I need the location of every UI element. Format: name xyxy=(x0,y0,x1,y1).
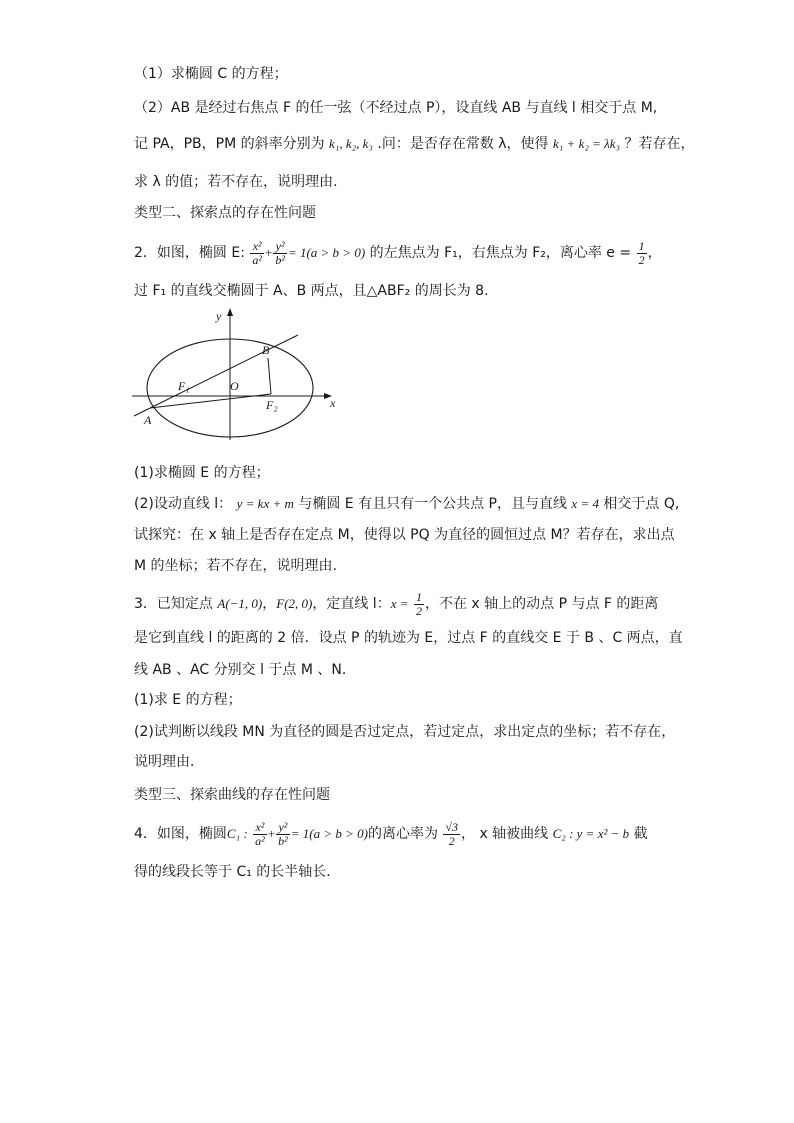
section-heading-2: 类型二、探索点的存在性问题 xyxy=(134,205,316,221)
ellipse-figure xyxy=(128,304,348,444)
fraction-x2-a2-c1: $\frac{\text{x²}}{\text{a²}}$ xyxy=(255,819,265,848)
fraction-y2-b2-c1: $\frac{\text{y²}}{\text{b²}}$ xyxy=(278,819,288,848)
label-y: y xyxy=(216,309,222,323)
problem-2-part-2-line-2: 试探究：在 x 轴上是否存在定点 M，使得以 PQ 为直径的圆恒过点 M？若存在，求出点 xyxy=(134,527,675,543)
fraction-y2-b2: $\frac{\text{y²}}{\text{b²}}$ xyxy=(275,238,285,267)
problem-3-part-2-line-1: (2)试判断以线段 MN 为直径的圆是否过定点，若过定点，求出定点的坐标；若不存在， xyxy=(134,724,676,740)
problem-3-line-2: 是它到直线 l 的距离的 2 倍．设点 P 的轨迹为 E，过点 F 的直线交 E 于 B 、C 两点，直 xyxy=(134,630,683,646)
line-4: 求 λ 的值；若不存在，说明理由. xyxy=(134,174,338,190)
y-axis-arrow xyxy=(227,308,233,316)
label-B: B xyxy=(262,343,270,357)
line-3: 记 PA，PB，PM 的斜率分别为 k₁, k₂, k₃ .问：是否存在常数 λ，使得 k₁ + k₂ = λk₃ ？若存在， xyxy=(134,136,695,152)
fraction-one-half: $\frac{1}{2}$ xyxy=(638,238,645,267)
problem-4-line-2: 得的线段长等于 C₁ 的长半轴长． xyxy=(134,864,341,880)
problem-3-part-2-line-2: 说明理由． xyxy=(134,754,204,770)
problem-3-part-1: (1)求 E 的方程； xyxy=(134,692,242,708)
problem-3-line-3: 线 AB 、AC 分别交 l 于点 M 、N． xyxy=(134,662,356,678)
label-A: A xyxy=(144,413,152,427)
section-heading-3: 类型三、探索曲线的存在性问题 xyxy=(134,787,330,803)
label-x: x xyxy=(330,396,336,410)
label-O: O xyxy=(230,379,239,393)
fraction-x2-a2: $\frac{\text{x²}}{\text{a²}}$ xyxy=(252,238,262,267)
line-1: （1）求椭圆 C 的方程； xyxy=(134,66,288,82)
problem-2-part-2-line-1: (2)设动直线 l： y = kx + m 与椭圆 E 有且只有一个公共点 P，且与直线 x = 4 相交于点 Q, xyxy=(134,496,680,512)
fraction-one-half-2: $\frac{1}{2}$ xyxy=(415,589,422,618)
problem-2-part-1: (1)求椭圆 E 的方程； xyxy=(134,465,270,481)
problem-2-line-1: 2．如图，椭圆 E: $\frac{\text{x²}}{\text{a²}}$ + $\frac{\text{y²}}{\text{b²}}$ = 1(a > b > 0) 的左焦点为 F₁，右焦点为 F₂，离心率 e = $\frac{1}{2}$ ， xyxy=(134,238,662,267)
problem-4-line-1: 4．如图，椭圆C₁ : $\frac{\text{x²}}{\text{a²}}$ + $\frac{\text{y²}}{\text{b²}}$ = 1(a > b > 0)的离心率为 $\frac{√3}{2}$ ， x 轴被曲线 C₂ : y = x² − b 截 xyxy=(134,819,648,848)
problem-2-line-2: 过 F₁ 的直线交椭圆于 A、B 两点，且△ABF₂ 的周长为 8. xyxy=(134,283,489,299)
problem-3-line-1: 3．已知定点 A(−1, 0)，F(2, 0)，定直线 l：x = $\frac{1}{2}$ ，不在 x 轴上的动点 P 与点 F 的距离 xyxy=(134,589,659,618)
fraction-sqrt3-over-2: $\frac{√3}{2}$ xyxy=(445,819,458,848)
segment-BF2 xyxy=(268,358,271,394)
label-F1: F₁ xyxy=(178,379,190,393)
label-F2: F₂ xyxy=(266,398,278,412)
line-2: （2）AB 是经过右焦点 F 的任一弦（不经过点 P），设直线 AB 与直线 l 相交于点 M, xyxy=(134,100,658,116)
problem-2-part-2-line-3: M 的坐标；若不存在，说明理由. xyxy=(134,558,337,574)
